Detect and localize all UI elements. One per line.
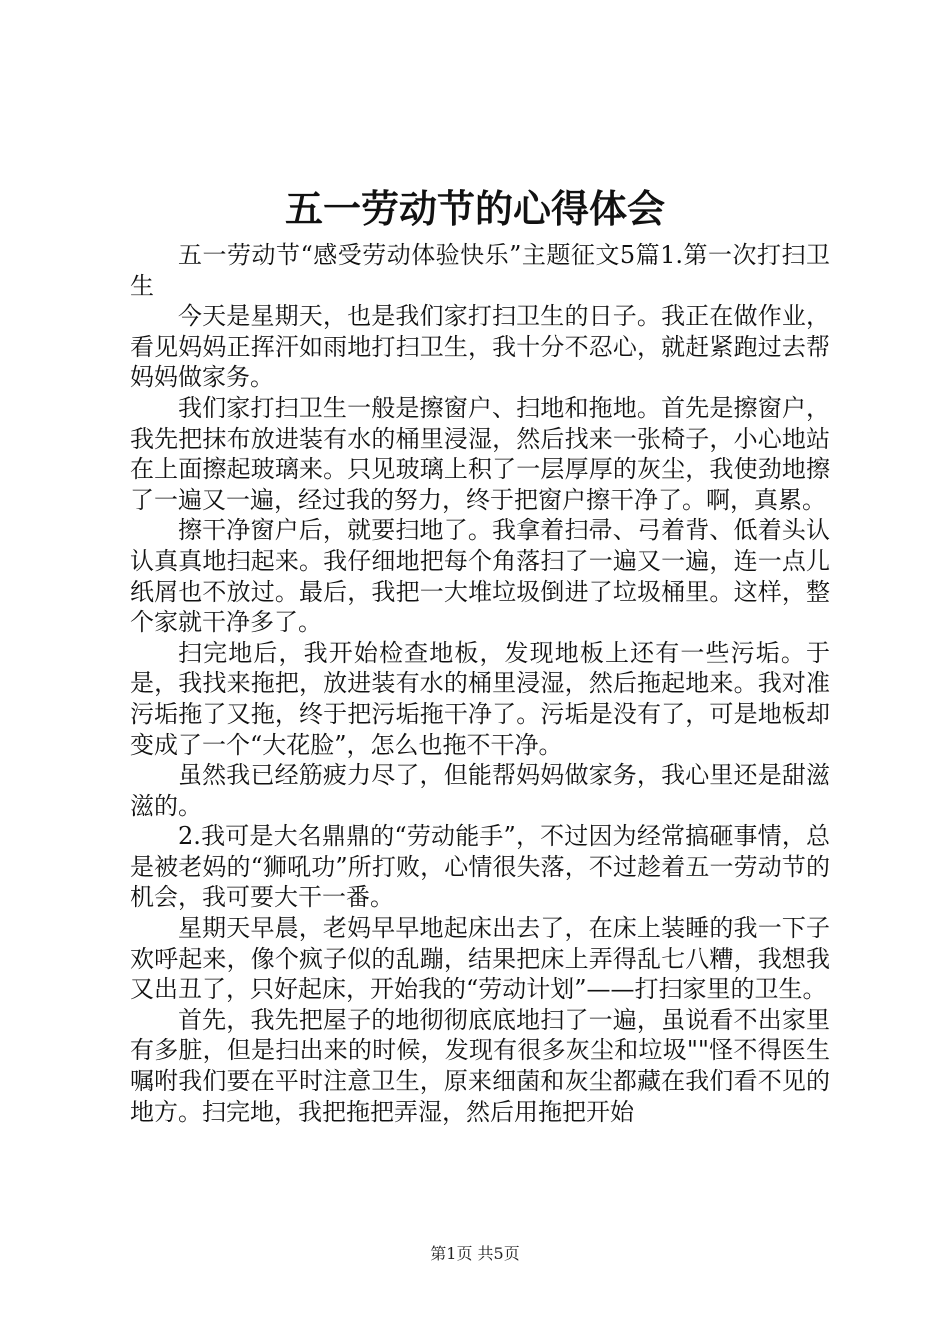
paragraph: 2.我可是大名鼎鼎的“劳动能手”，不过因为经常搞砸事情，总是被老妈的“狮吼功”所打败，心情很失落，不过趁着五一劳动节的机会，我可要大干一番。 [130,822,830,912]
document-body [130,240,830,1127]
document-title: 五一劳动节的心得体会 [284,186,665,231]
page-number-footer: 第1页 共5页 [430,1244,520,1263]
paragraph: 擦干净窗户后，就要扫地了。我拿着扫帚、弓着背、低着头认认真真地扫起来。我仔细地把每个角落扫了一遍又一遍，连一点儿纸屑也不放过。最后，我把一大堆垃圾倒进了垃圾桶里。这样，整个家就干净多了。 [130,516,830,637]
paragraph: 虽然我已经筋疲力尽了，但能帮妈妈做家务，我心里还是甜滋滋的。 [130,761,830,820]
paragraph: 我们家打扫卫生一般是擦窗户、扫地和拖地。首先是擦窗户，我先把抹布放进装有水的桶里浸湿，然后找来一张椅子，小心地站在上面擦起玻璃来。只见玻璃上积了一层厚厚的灰尘，我使劲地擦了一遍又一遍，经过我的努力，终于把窗户擦干净了。啊，真累。 [130,393,830,514]
paragraph: 星期天早晨，老妈早早地起床出去了，在床上装睡的我一下子欢呼起来，像个疯子似的乱蹦，结果把床上弄得乱七八糟，我想我又出丑了，只好起床，开始我的“劳动计划”——打扫家里的卫生。 [130,914,830,1004]
paragraph: 首先，我先把屋子的地彻彻底底地扫了一遍，虽说看不出家里有多脏，但是扫出来的时候，发现有很多灰尘和垃圾""怪不得医生嘱咐我们要在平时注意卫生，原来细菌和灰尘都藏在我们看不见的地方。扫完地，我把拖把弄湿，然后用拖把开始 [130,1005,830,1126]
paragraph: 扫完地后，我开始检查地板，发现地板上还有一些污垢。于是，我找来拖把，放进装有水的桶里浸湿，然后拖起地来。我对准污垢拖了又拖，终于把污垢拖干净了。污垢是没有了，可是地板却变成了一个“大花脸”，怎么也拖不干净。 [130,638,830,759]
paragraph-intro: 五一劳动节“感受劳动体验快乐”主题征文5篇1.第一次打扫卫生 [130,241,830,300]
paragraph: 今天是星期天，也是我们家打扫卫生的日子。我正在做作业，看见妈妈正挥汗如雨地打扫卫生，我十分不忍心，就赶紧跑过去帮妈妈做家务。 [130,302,830,392]
